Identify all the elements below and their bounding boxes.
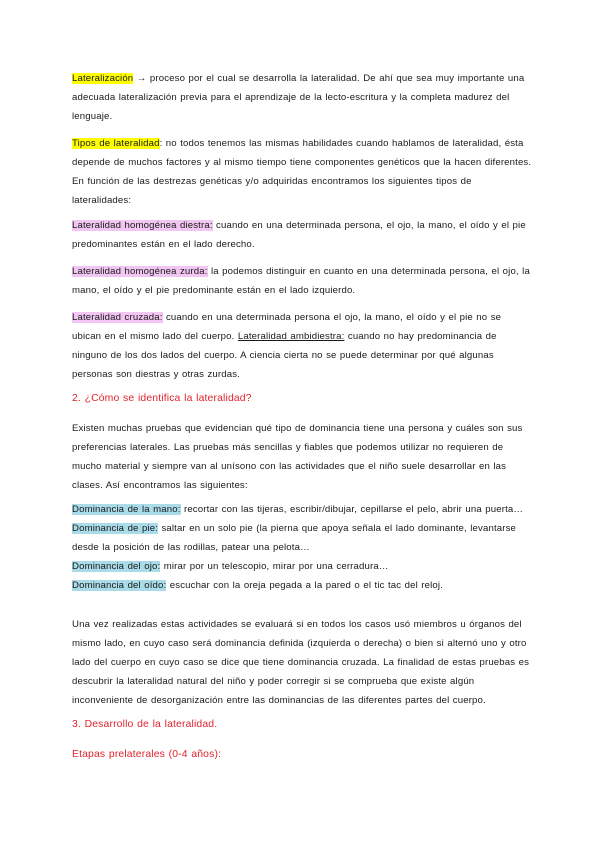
paragraph-cruzada [72, 308, 532, 384]
definition-homogenea-zurda: la podemos distinguir en cuanto en una determinada persona, el ojo, la mano, el oído y el pie predominante están en el lado izquierdo. [72, 266, 530, 296]
paragraph-homogenea-diestra [72, 216, 532, 254]
term-dominancia-pie: Dominancia de pie: [72, 523, 159, 534]
paragraph-tipos [72, 134, 532, 210]
subsection-heading-etapas: Etapas prelaterales (0-4 años): [72, 749, 222, 760]
paragraph-lateralizacion [72, 69, 532, 126]
paragraph-homogenea-zurda [72, 262, 532, 300]
list-item: Dominancia de pie: saltar en un solo pie (la pierna que apoya señala el lado dominante, levantarse desde la posición de las rodillas, patear una pelota… [72, 523, 517, 553]
list-item: Dominancia del oído: escuchar con la oreja pegada a la pared o el tic tac del reloj. [72, 580, 443, 591]
term-dominancia-mano: Dominancia de la mano: [72, 504, 181, 515]
paragraph-evaluacion: Una vez realizadas estas actividades se evaluará si en todos los casos usó miembros u órganos del mismo lado, en cuyo caso será dominancia definida (izquierda o derecha) o bien si alternó uno y otro lado del cuerpo en cuyo caso se dice que tiene dominancia cruzada. La finalidad de estas pruebas es descubrir la lateralidad natural del niño y poder corregir si se comprueba que existe algún inconveniente de desorganización entre las dominancias de las diferentes partes del cuerpo. [72, 619, 530, 706]
dominance-list [72, 500, 532, 595]
term-dominancia-ojo: Dominancia del ojo: [72, 561, 161, 572]
definition-lateralizacion: → proceso por el cual se desarrolla la lateralidad. De ahí que sea muy importante una adecuada lateralización previa para el aprendizaje de la lecto-escritura y la completa madurez del lenguaje. [72, 73, 525, 122]
term-cruzada: Lateralidad cruzada: [72, 312, 163, 323]
list-item: Dominancia de la mano: recortar con las tijeras, escribir/dibujar, cepillarse el pelo, abrir una puerta… [72, 504, 524, 515]
term-ambidiestra: Lateralidad ambidiestra: [237, 331, 345, 342]
definition-ambidiestra: cuando no hay predominancia de ninguno de los dos lados del cuerpo. A ciencia cierta no se puede determinar por qué algunas personas son diestras y otras zurdas. [72, 331, 497, 380]
term-homogenea-zurda: Lateralidad homogénea zurda: [72, 266, 208, 277]
term-lateralizacion: Lateralización [72, 73, 134, 84]
definition-cruzada: cuando en una determinada persona el ojo, la mano, el oído y el pie no se ubican en el mismo lado del cuerpo. [72, 312, 502, 342]
term-tipos-lateralidad: Tipos de lateralidad [72, 138, 160, 149]
section-heading-2: 2. ¿Cómo se identifica la lateralidad? [72, 393, 252, 404]
paragraph-pruebas: Existen muchas pruebas que evidencian qué tipo de dominancia tiene una persona y cuáles son sus preferencias laterales. Las pruebas más sencillas y fiables que podemos utilizar no requieren de mucho material y siempre van al unísono con las actividades que el niño suele desarrollar en las clases. Así encontramos las siguientes: [72, 423, 523, 491]
section-heading-3: 3. Desarrollo de la lateralidad. [72, 719, 218, 730]
term-homogenea-diestra: Lateralidad homogénea diestra: [72, 220, 213, 231]
definition-homogenea-diestra: cuando en una determinada persona, el ojo, la mano, el oído y el pie predominantes están en el lado derecho. [72, 220, 526, 250]
term-dominancia-oido: Dominancia del oído: [72, 580, 167, 591]
definition-tipos-lateralidad: : no todos tenemos las mismas habilidades cuando hablamos de lateralidad, ésta depende de muchos factores y al mismo tiempo tiene componentes genéticos que la hacen diferentes. En función de las destrezas genéticas y/o adquiridas encontramos los siguientes tipos de lateralidades: [72, 138, 532, 206]
list-item: Dominancia del ojo: mirar por un telescopio, mirar por una cerradura… [72, 561, 389, 572]
